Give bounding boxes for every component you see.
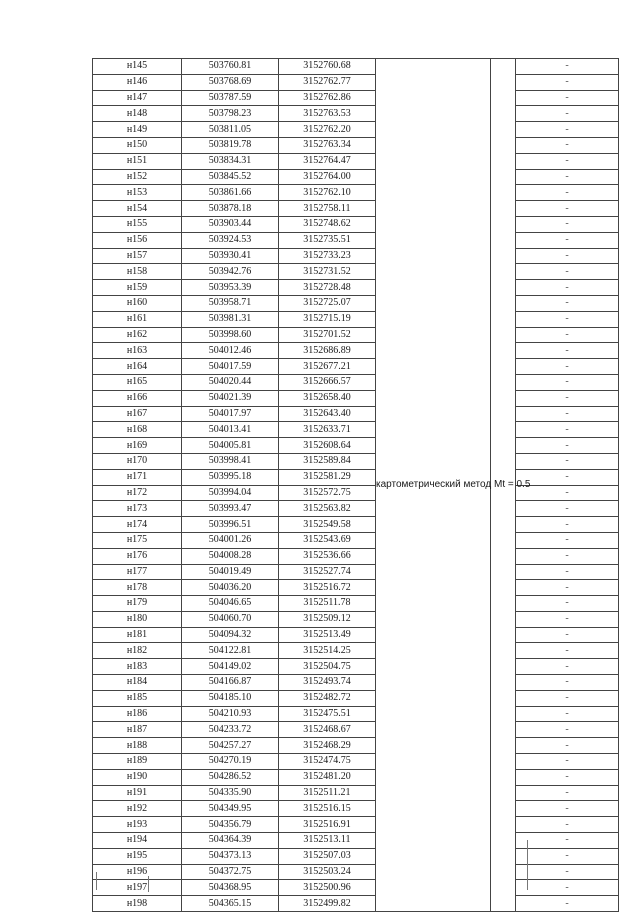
method-description: картометрический метод Mt = 0.5 — [376, 479, 531, 491]
x-coordinate-cell: 504270.19 — [182, 754, 279, 770]
point-name-cell: н193 — [93, 817, 182, 833]
y-coordinate-cell: 3152715.19 — [279, 311, 376, 327]
table-row — [93, 422, 619, 438]
coordinate-table — [92, 58, 619, 912]
point-name-cell: н192 — [93, 801, 182, 817]
x-coordinate-cell: 504210.93 — [182, 706, 279, 722]
x-coordinate-cell: 503981.31 — [182, 311, 279, 327]
mark-cell: - — [516, 611, 619, 627]
mark-cell: - — [516, 880, 619, 896]
x-coordinate-cell: 503834.31 — [182, 153, 279, 169]
mark-cell: - — [516, 169, 619, 185]
mark-cell: - — [516, 580, 619, 596]
table-row — [93, 185, 619, 201]
mark-cell: - — [516, 59, 619, 75]
table-row — [93, 248, 619, 264]
x-coordinate-cell: 504060.70 — [182, 611, 279, 627]
y-coordinate-cell: 3152658.40 — [279, 390, 376, 406]
mark-cell: - — [516, 469, 619, 485]
x-coordinate-cell: 503924.53 — [182, 232, 279, 248]
y-coordinate-cell: 3152513.49 — [279, 627, 376, 643]
mark-cell: - — [516, 627, 619, 643]
mark-cell: - — [516, 185, 619, 201]
table-row — [93, 675, 619, 691]
table-row — [93, 580, 619, 596]
x-coordinate-cell: 503958.71 — [182, 295, 279, 311]
x-coordinate-cell: 503953.39 — [182, 280, 279, 296]
table-row — [93, 374, 619, 390]
table-row — [93, 627, 619, 643]
x-coordinate-cell: 504365.15 — [182, 896, 279, 912]
mark-cell: - — [516, 864, 619, 880]
point-name-cell: н194 — [93, 833, 182, 849]
mark-cell: - — [516, 216, 619, 232]
table-row — [93, 390, 619, 406]
y-coordinate-cell: 3152481.20 — [279, 769, 376, 785]
y-coordinate-cell: 3152514.25 — [279, 643, 376, 659]
y-coordinate-cell: 3152468.29 — [279, 738, 376, 754]
mark-cell: - — [516, 833, 619, 849]
mark-cell: - — [516, 596, 619, 612]
table-row — [93, 659, 619, 675]
y-coordinate-cell: 3152549.58 — [279, 517, 376, 533]
x-coordinate-cell: 503787.59 — [182, 90, 279, 106]
mark-cell: - — [516, 343, 619, 359]
scan-artifact — [527, 840, 528, 890]
table-row — [93, 548, 619, 564]
x-coordinate-cell: 504166.87 — [182, 675, 279, 691]
point-name-cell: н179 — [93, 596, 182, 612]
x-coordinate-cell: 503819.78 — [182, 137, 279, 153]
mark-cell: - — [516, 517, 619, 533]
point-name-cell: н148 — [93, 106, 182, 122]
mark-cell: - — [516, 327, 619, 343]
mark-cell: - — [516, 280, 619, 296]
x-coordinate-cell: 503768.69 — [182, 74, 279, 90]
y-coordinate-cell: 3152666.57 — [279, 374, 376, 390]
point-name-cell: н187 — [93, 722, 182, 738]
point-name-cell: н191 — [93, 785, 182, 801]
point-name-cell: н150 — [93, 137, 182, 153]
point-name-cell: н176 — [93, 548, 182, 564]
point-name-cell: н156 — [93, 232, 182, 248]
point-name-cell: н145 — [93, 59, 182, 75]
x-coordinate-cell: 503993.47 — [182, 501, 279, 517]
x-coordinate-cell: 504001.26 — [182, 532, 279, 548]
mark-cell: - — [516, 438, 619, 454]
mark-cell: - — [516, 359, 619, 375]
point-name-cell: н190 — [93, 769, 182, 785]
point-name-cell: н186 — [93, 706, 182, 722]
mark-cell: - — [516, 153, 619, 169]
table-row — [93, 343, 619, 359]
point-name-cell: н183 — [93, 659, 182, 675]
x-coordinate-cell: 504364.39 — [182, 833, 279, 849]
mark-cell: - — [516, 374, 619, 390]
table-row — [93, 769, 619, 785]
y-coordinate-cell: 3152733.23 — [279, 248, 376, 264]
point-name-cell: н157 — [93, 248, 182, 264]
table-row — [93, 817, 619, 833]
x-coordinate-cell: 504020.44 — [182, 374, 279, 390]
y-coordinate-cell: 3152725.07 — [279, 295, 376, 311]
mark-cell: - — [516, 106, 619, 122]
mark-cell: - — [516, 769, 619, 785]
point-name-cell: н175 — [93, 532, 182, 548]
x-coordinate-cell: 503994.04 — [182, 485, 279, 501]
y-coordinate-cell: 3152500.96 — [279, 880, 376, 896]
scan-artifact — [96, 872, 97, 890]
x-coordinate-cell: 504122.81 — [182, 643, 279, 659]
mark-cell: - — [516, 532, 619, 548]
y-coordinate-cell: 3152760.68 — [279, 59, 376, 75]
point-name-cell: н181 — [93, 627, 182, 643]
y-coordinate-cell: 3152762.10 — [279, 185, 376, 201]
y-coordinate-cell: 3152511.78 — [279, 596, 376, 612]
table-row — [93, 90, 619, 106]
table-row — [93, 643, 619, 659]
point-name-cell: н178 — [93, 580, 182, 596]
table-row — [93, 833, 619, 849]
x-coordinate-cell: 504012.46 — [182, 343, 279, 359]
x-coordinate-cell: 504335.90 — [182, 785, 279, 801]
x-coordinate-cell: 503942.76 — [182, 264, 279, 280]
table-row — [93, 295, 619, 311]
point-name-cell: н152 — [93, 169, 182, 185]
mark-cell: - — [516, 406, 619, 422]
x-coordinate-cell: 503903.44 — [182, 216, 279, 232]
x-coordinate-cell: 503998.60 — [182, 327, 279, 343]
table-row — [93, 74, 619, 90]
x-coordinate-cell: 504373.13 — [182, 848, 279, 864]
mark-cell: - — [516, 201, 619, 217]
table-row — [93, 406, 619, 422]
y-coordinate-cell: 3152468.67 — [279, 722, 376, 738]
mark-cell: - — [516, 264, 619, 280]
point-name-cell: н149 — [93, 122, 182, 138]
table-row — [93, 532, 619, 548]
y-coordinate-cell: 3152764.00 — [279, 169, 376, 185]
point-name-cell: н170 — [93, 453, 182, 469]
y-coordinate-cell: 3152748.62 — [279, 216, 376, 232]
mark-cell: - — [516, 785, 619, 801]
x-coordinate-cell: 504005.81 — [182, 438, 279, 454]
coordinate-table-page — [92, 58, 612, 912]
y-coordinate-cell: 3152572.75 — [279, 485, 376, 501]
table-row — [93, 137, 619, 153]
y-coordinate-cell: 3152516.72 — [279, 580, 376, 596]
mark-cell: - — [516, 453, 619, 469]
y-coordinate-cell: 3152677.21 — [279, 359, 376, 375]
point-name-cell: н197 — [93, 880, 182, 896]
mark-cell: - — [516, 137, 619, 153]
table-row — [93, 153, 619, 169]
point-name-cell: н169 — [93, 438, 182, 454]
y-coordinate-cell: 3152509.12 — [279, 611, 376, 627]
table-row — [93, 864, 619, 880]
table-row — [93, 785, 619, 801]
scan-artifact — [148, 876, 149, 892]
table-row — [93, 517, 619, 533]
mark-cell: - — [516, 848, 619, 864]
point-name-cell: н177 — [93, 564, 182, 580]
y-coordinate-cell: 3152504.75 — [279, 659, 376, 675]
point-name-cell: н162 — [93, 327, 182, 343]
mark-cell: - — [516, 501, 619, 517]
table-row — [93, 327, 619, 343]
y-coordinate-cell: 3152608.64 — [279, 438, 376, 454]
y-coordinate-cell: 3152633.71 — [279, 422, 376, 438]
mark-cell: - — [516, 706, 619, 722]
point-name-cell: н151 — [93, 153, 182, 169]
x-coordinate-cell: 504257.27 — [182, 738, 279, 754]
x-coordinate-cell: 503760.81 — [182, 59, 279, 75]
table-row — [93, 106, 619, 122]
point-name-cell: н161 — [93, 311, 182, 327]
table-row — [93, 469, 619, 485]
mark-cell: - — [516, 485, 619, 501]
y-coordinate-cell: 3152516.91 — [279, 817, 376, 833]
mark-cell: - — [516, 675, 619, 691]
y-coordinate-cell: 3152686.89 — [279, 343, 376, 359]
point-name-cell: н188 — [93, 738, 182, 754]
y-coordinate-cell: 3152563.82 — [279, 501, 376, 517]
table-row — [93, 201, 619, 217]
point-name-cell: н168 — [93, 422, 182, 438]
x-coordinate-cell: 504233.72 — [182, 722, 279, 738]
x-coordinate-cell: 504008.28 — [182, 548, 279, 564]
mark-cell: - — [516, 422, 619, 438]
point-name-cell: н189 — [93, 754, 182, 770]
mark-cell: - — [516, 311, 619, 327]
table-row — [93, 848, 619, 864]
y-coordinate-cell: 3152527.74 — [279, 564, 376, 580]
x-coordinate-cell: 504356.79 — [182, 817, 279, 833]
mark-cell: - — [516, 90, 619, 106]
y-coordinate-cell: 3152516.15 — [279, 801, 376, 817]
y-coordinate-cell: 3152701.52 — [279, 327, 376, 343]
point-name-cell: н155 — [93, 216, 182, 232]
y-coordinate-cell: 3152507.03 — [279, 848, 376, 864]
table-row — [93, 59, 619, 75]
table-row — [93, 264, 619, 280]
y-coordinate-cell: 3152762.86 — [279, 90, 376, 106]
y-coordinate-cell: 3152758.11 — [279, 201, 376, 217]
x-coordinate-cell: 504368.95 — [182, 880, 279, 896]
point-name-cell: н195 — [93, 848, 182, 864]
y-coordinate-cell: 3152482.72 — [279, 690, 376, 706]
point-name-cell: н184 — [93, 675, 182, 691]
table-row — [93, 722, 619, 738]
y-coordinate-cell: 3152493.74 — [279, 675, 376, 691]
x-coordinate-cell: 504372.75 — [182, 864, 279, 880]
point-name-cell: н174 — [93, 517, 182, 533]
table-row — [93, 564, 619, 580]
table-row — [93, 880, 619, 896]
x-coordinate-cell: 504017.59 — [182, 359, 279, 375]
mark-cell: - — [516, 690, 619, 706]
table-row — [93, 501, 619, 517]
table-row — [93, 169, 619, 185]
y-coordinate-cell: 3152503.24 — [279, 864, 376, 880]
x-coordinate-cell: 503998.41 — [182, 453, 279, 469]
mark-cell: - — [516, 801, 619, 817]
table-row — [93, 216, 619, 232]
point-name-cell: н146 — [93, 74, 182, 90]
mark-cell: - — [516, 74, 619, 90]
mark-cell: - — [516, 896, 619, 912]
y-coordinate-cell: 3152731.52 — [279, 264, 376, 280]
table-row — [93, 438, 619, 454]
x-coordinate-cell: 504046.65 — [182, 596, 279, 612]
mark-cell: - — [516, 722, 619, 738]
point-name-cell: н164 — [93, 359, 182, 375]
y-coordinate-cell: 3152474.75 — [279, 754, 376, 770]
y-coordinate-cell: 3152728.48 — [279, 280, 376, 296]
table-row — [93, 232, 619, 248]
x-coordinate-cell: 503996.51 — [182, 517, 279, 533]
point-name-cell: н167 — [93, 406, 182, 422]
table-row — [93, 453, 619, 469]
point-name-cell: н154 — [93, 201, 182, 217]
table-row — [93, 754, 619, 770]
point-name-cell: н163 — [93, 343, 182, 359]
method-cell — [376, 59, 531, 912]
y-coordinate-cell: 3152643.40 — [279, 406, 376, 422]
table-row — [93, 611, 619, 627]
table-row — [93, 122, 619, 138]
point-name-cell: н147 — [93, 90, 182, 106]
x-coordinate-cell: 504013.41 — [182, 422, 279, 438]
point-name-cell: н166 — [93, 390, 182, 406]
table-row — [93, 596, 619, 612]
table-row — [93, 738, 619, 754]
point-name-cell: н198 — [93, 896, 182, 912]
point-name-cell: н159 — [93, 280, 182, 296]
y-coordinate-cell: 3152764.47 — [279, 153, 376, 169]
x-coordinate-cell: 504017.97 — [182, 406, 279, 422]
y-coordinate-cell: 3152581.29 — [279, 469, 376, 485]
y-coordinate-cell: 3152536.66 — [279, 548, 376, 564]
x-coordinate-cell: 503861.66 — [182, 185, 279, 201]
x-coordinate-cell: 503811.05 — [182, 122, 279, 138]
point-name-cell: н165 — [93, 374, 182, 390]
table-row — [93, 280, 619, 296]
coordinate-table-body — [93, 59, 619, 912]
mark-cell: - — [516, 564, 619, 580]
mark-cell: - — [516, 659, 619, 675]
x-coordinate-cell: 503878.18 — [182, 201, 279, 217]
mark-cell: - — [516, 738, 619, 754]
y-coordinate-cell: 3152735.51 — [279, 232, 376, 248]
table-row — [93, 690, 619, 706]
mark-cell: - — [516, 295, 619, 311]
table-row — [93, 311, 619, 327]
y-coordinate-cell: 3152475.51 — [279, 706, 376, 722]
y-coordinate-cell: 3152543.69 — [279, 532, 376, 548]
point-name-cell: н173 — [93, 501, 182, 517]
point-name-cell: н180 — [93, 611, 182, 627]
mark-cell: - — [516, 817, 619, 833]
mark-cell: - — [516, 754, 619, 770]
y-coordinate-cell: 3152511.21 — [279, 785, 376, 801]
point-name-cell: н160 — [93, 295, 182, 311]
point-name-cell: н196 — [93, 864, 182, 880]
point-name-cell: н171 — [93, 469, 182, 485]
x-coordinate-cell: 504021.39 — [182, 390, 279, 406]
y-coordinate-cell: 3152763.53 — [279, 106, 376, 122]
x-coordinate-cell: 503995.18 — [182, 469, 279, 485]
x-coordinate-cell: 503845.52 — [182, 169, 279, 185]
mark-cell: - — [516, 643, 619, 659]
point-name-cell: н185 — [93, 690, 182, 706]
table-row — [93, 485, 619, 501]
mark-cell: - — [516, 248, 619, 264]
x-coordinate-cell: 503930.41 — [182, 248, 279, 264]
y-coordinate-cell: 3152499.82 — [279, 896, 376, 912]
x-coordinate-cell: 504036.20 — [182, 580, 279, 596]
table-row — [93, 801, 619, 817]
y-coordinate-cell: 3152762.77 — [279, 74, 376, 90]
table-row — [93, 359, 619, 375]
point-name-cell: н172 — [93, 485, 182, 501]
x-coordinate-cell: 504149.02 — [182, 659, 279, 675]
x-coordinate-cell: 504349.95 — [182, 801, 279, 817]
x-coordinate-cell: 503798.23 — [182, 106, 279, 122]
mark-cell: - — [516, 232, 619, 248]
table-row — [93, 896, 619, 912]
mark-cell: - — [516, 122, 619, 138]
y-coordinate-cell: 3152762.20 — [279, 122, 376, 138]
mark-cell: - — [516, 548, 619, 564]
x-coordinate-cell: 504019.49 — [182, 564, 279, 580]
y-coordinate-cell: 3152763.34 — [279, 137, 376, 153]
table-row — [93, 706, 619, 722]
y-coordinate-cell: 3152513.11 — [279, 833, 376, 849]
x-coordinate-cell: 504185.10 — [182, 690, 279, 706]
x-coordinate-cell: 504094.32 — [182, 627, 279, 643]
point-name-cell: н153 — [93, 185, 182, 201]
y-coordinate-cell: 3152589.84 — [279, 453, 376, 469]
point-name-cell: н158 — [93, 264, 182, 280]
mark-cell: - — [516, 390, 619, 406]
x-coordinate-cell: 504286.52 — [182, 769, 279, 785]
point-name-cell: н182 — [93, 643, 182, 659]
